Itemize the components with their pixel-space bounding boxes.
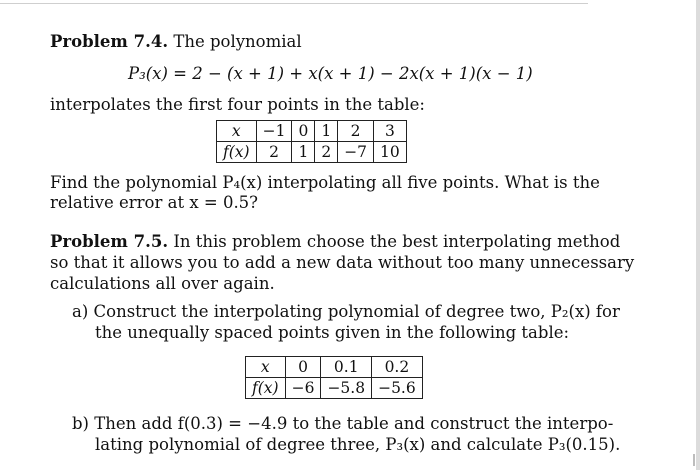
problem-7-4-after-equation: interpolates the first four points in the table:	[50, 95, 425, 114]
problem-7-4-table	[216, 120, 407, 163]
scrollbar-thumb[interactable]	[693, 454, 695, 466]
problem-7-5-heading: Problem 7.5.	[50, 232, 169, 251]
top-rule	[0, 3, 588, 4]
table-cell: −6	[285, 378, 321, 399]
problem-7-5-text: In this problem choose the best interpolating method	[173, 232, 621, 251]
table-cell: 1	[315, 121, 338, 142]
part-b-line-2: lating polynomial of degree three, P₃(x) and calculate P₃(0.15).	[95, 435, 621, 454]
problem-7-5-table	[245, 356, 423, 399]
table-row	[217, 142, 407, 163]
table-cell: 2	[315, 142, 338, 163]
table-cell: 0	[292, 121, 315, 142]
table-cell: 1	[292, 142, 315, 163]
table-row	[217, 121, 407, 142]
table-cell: 10	[374, 142, 407, 163]
table-cell: x	[246, 357, 286, 378]
table-cell: −7	[338, 142, 374, 163]
problem-7-4-intro: The polynomial	[173, 32, 302, 51]
table-row	[246, 378, 423, 399]
problem-7-4-question-line-1: Find the polynomial P₄(x) interpolating all five points. What is the	[50, 173, 600, 192]
problem-7-4-heading: Problem 7.4.	[50, 32, 169, 51]
table-cell: 3	[374, 121, 407, 142]
problem-7-5-line-1	[50, 231, 620, 253]
table-cell: 0.2	[372, 357, 423, 378]
problem-7-5-line-2: so that it allows you to add a new data without too many unnecessary	[50, 253, 635, 272]
table-cell: 2	[256, 142, 292, 163]
part-a-line-1: a) Construct the interpolating polynomial of degree two, P₂(x) for	[72, 302, 620, 321]
table-cell: −5.6	[372, 378, 423, 399]
scrollbar-track[interactable]	[696, 0, 700, 470]
table-cell: −1	[256, 121, 292, 142]
table-cell: x	[217, 121, 257, 142]
problem-7-4-equation: P₃(x) = 2 − (x + 1) + x(x + 1) − 2x(x + 1)(x − 1)	[128, 64, 533, 83]
problem-7-5-line-3: calculations all over again.	[50, 274, 275, 293]
table-cell: 2	[338, 121, 374, 142]
table-cell: 0	[285, 357, 321, 378]
problem-7-4-question-line-2: relative error at x = 0.5?	[50, 193, 259, 212]
table-cell: f(x)	[246, 378, 286, 399]
part-a-line-2: the unequally spaced points given in the following table:	[95, 323, 570, 342]
table-cell: 0.1	[321, 357, 372, 378]
problem-7-4-title-line	[50, 31, 302, 53]
part-b-line-1: b) Then add f(0.3) = −4.9 to the table and construct the interpo-	[72, 414, 614, 433]
table-cell: −5.8	[321, 378, 372, 399]
table-row	[246, 357, 423, 378]
table-cell: f(x)	[217, 142, 257, 163]
